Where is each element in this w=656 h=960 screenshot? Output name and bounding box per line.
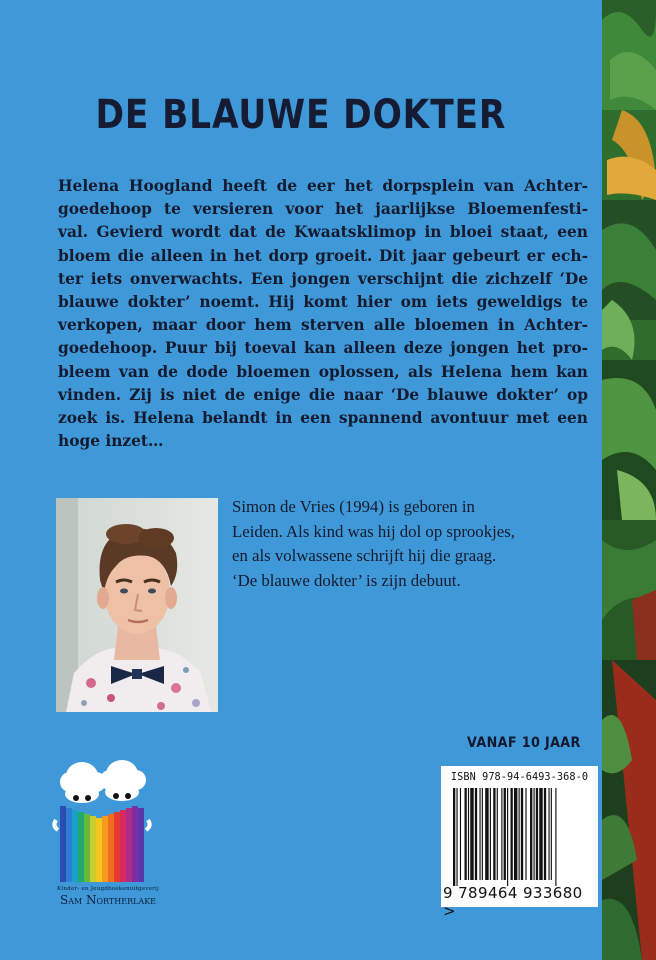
synopsis-line: ter iets onverwachts. Een jongen verschijnt die zichzelf ‘De	[58, 269, 588, 288]
synopsis-line: goedehoop. Puur bij toeval kan alleen deze jongen het pro-	[58, 339, 588, 358]
barcode-bar	[521, 788, 523, 880]
barcode-bar	[525, 788, 526, 880]
barcode-bar	[514, 788, 517, 880]
synopsis	[58, 175, 588, 453]
book-title: DE BLAUWE DOKTER	[95, 92, 507, 138]
barcode-bar	[497, 788, 498, 880]
publisher-name: Sam Northerlake	[59, 893, 157, 907]
barcode-bar	[548, 788, 549, 880]
author-bio-line: ‘De blauwe dokter’ is zijn debuut.	[232, 570, 461, 590]
barcode-bar	[456, 788, 457, 886]
front-cover-edge-illustration	[602, 0, 656, 960]
barcode-bar	[479, 788, 480, 880]
barcode-bar	[490, 788, 491, 880]
barcode-bar	[501, 788, 502, 880]
synopsis-line: val. Gevierd wordt dat de Kwaatsklimop in bloei staat, een	[58, 223, 588, 242]
barcode-bar	[511, 788, 513, 880]
barcode-bar	[555, 788, 556, 886]
barcode-bar	[504, 788, 506, 880]
author-photo	[56, 498, 218, 712]
barcode-bar	[465, 788, 467, 880]
barcode-bar	[544, 788, 546, 880]
publisher-tagline: Kinder- en Jeugdboekenuitgeverij	[57, 886, 159, 892]
synopsis-line: bleem van de dode bloemen oplossen, als Helena hem kan	[58, 362, 588, 381]
synopsis-line: vinden. Zij is niet de enige die naar ‘De blauwe dokter’ op	[58, 385, 588, 404]
author-bio-line: Simon de Vries (1994) is geboren in	[232, 497, 475, 516]
author-portrait-image	[56, 498, 218, 712]
isbn-label: ISBN 978-94-6493-368-0	[450, 772, 589, 783]
barcode-bar	[468, 788, 469, 880]
isbn-barcode	[441, 766, 598, 920]
barcode-bars	[453, 788, 587, 886]
barcode-bar	[536, 788, 538, 880]
barcode-bar	[551, 788, 552, 880]
author-bio-line: Leiden. Als kind was hij dol op sprookjes,	[232, 521, 515, 541]
barcode-bar	[530, 788, 532, 880]
barcode-bar	[534, 788, 535, 880]
barcode-bar	[519, 788, 520, 880]
synopsis-line: blauwe dokter’ noemt. Hij komt hier om iets geweldigs te	[58, 293, 588, 312]
barcode-bar	[482, 788, 483, 880]
barcode-bar	[470, 788, 473, 880]
barcode-bar	[493, 788, 495, 880]
synopsis-line: verkopen, maar door hem sterven alle bloemen in Achter-	[58, 316, 588, 335]
barcode-bar	[453, 788, 455, 886]
synopsis-line: goedehoop te versieren voor het jaarlijkse Bloemenfesti-	[58, 200, 588, 219]
synopsis-line: hoge inzet…	[58, 432, 164, 451]
jungle-illustration	[602, 0, 656, 960]
barcode-bar	[539, 788, 542, 880]
barcode-bar	[485, 788, 488, 880]
age-recommendation: VANAF 10 JAAR	[467, 735, 581, 751]
barcode-bar	[507, 788, 508, 886]
author-bio	[232, 495, 582, 593]
author-bio-line: en als volwassene schrijft hij die graag.	[232, 546, 497, 565]
synopsis-line: bloem die alleen in het dorp groeit. Dit jaar gebeurt er ech-	[58, 246, 588, 265]
barcode-digits: 9 789464 933680 >	[443, 884, 583, 920]
barcode-bar	[460, 788, 461, 880]
synopsis-line: Helena Hoogland heeft de eer het dorpsplein van Achter-	[58, 177, 588, 195]
synopsis-line: zoek is. Helena belandt in een spannend avontuur met een	[58, 409, 588, 428]
barcode-bar	[475, 788, 477, 880]
